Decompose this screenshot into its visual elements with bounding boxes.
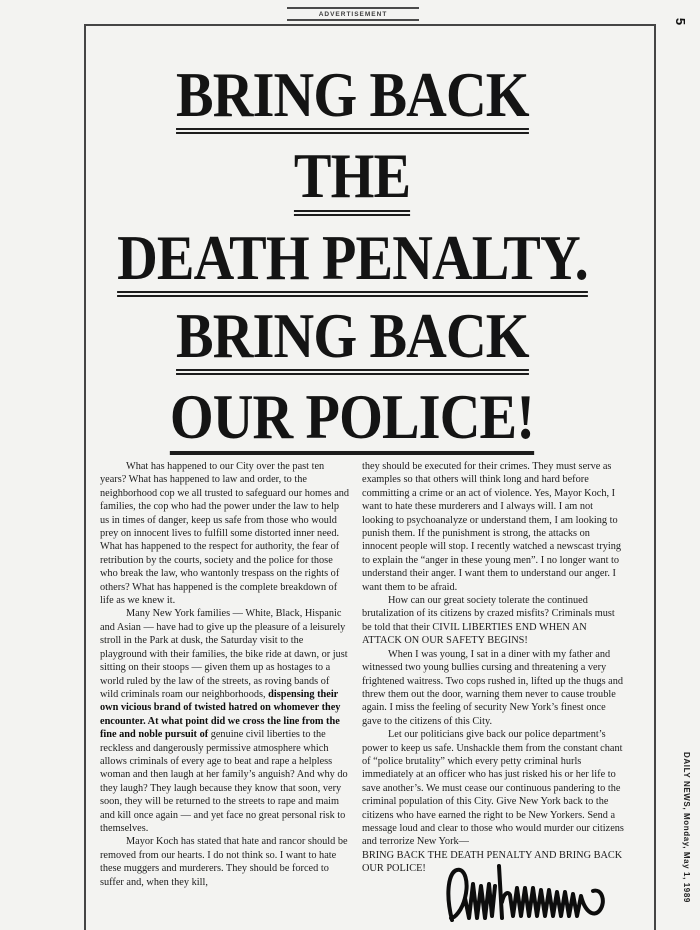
headline-line: DEATH PENALTY. [68, 225, 636, 297]
signature [438, 860, 638, 930]
headline-line: OUR POLICE! [68, 384, 636, 454]
page-number: 5 [672, 17, 688, 26]
body-right-column [362, 460, 625, 876]
advertisement-label: ADVERTISEMENT [287, 7, 419, 21]
body-paragraph: they should be executed for their crimes. They must serve as examples so that others will think long and hard before committing a crime or an act of violence. Yes, Mayor Koch, I want to hate these murderers and I always will. I am not looking to psychoanalyze or understand them, I am looking to punish them. If the punishment is strong, the attacks on innocent people will stop. I recently watched a newscast trying to explain the “anger in these young men”. I no longer want to understand their anger. I want them to understand our anger. I want them to be afraid. [362, 461, 622, 593]
fold-caption: DAILY NEWS, Monday, May 1, 1989 [682, 752, 691, 903]
body-paragraph: How can our great society tolerate the continued brutalization of its citizens by crazed misfits? Criminals must be told that their CIVIL LIBERTIES END WHEN AN ATTACK ON OUR SAFETY BEGINS! [362, 595, 615, 647]
body-paragraph: Let our politicians give back our police department’s power to keep us safe. Unshackle them from the constant chant of “police brutality” which every petty criminal hurls immediately at an officer who has just risked his or her life to save another’s. We must cease our continuous pandering to the criminal population of this City. Give New York back to the citizens who have earned the right to be New Yorkers. Send a message loud and clear to those who would murder our citizens and terrorize New York— [362, 729, 624, 848]
body-paragraph: What has happened to our City over the past ten years? What has happened to law and order, to the neighborhood cop we all trusted to safeguard our homes and families, the cop who had the power under the law to help us in times of danger, keep us safe from those who would prey on innocent lives to fulfill some distorted inner need. What has happened to the respect for authority, the fear of retribution by the courts, society and the police for those who break the law, who wantonly trespass on the rights of others? What has happened is the complete breakdown of life as we knew it. [100, 461, 350, 607]
headline-line: BRING BACK [68, 62, 636, 134]
headline-line: THE [68, 143, 636, 215]
headline-our-police [68, 300, 636, 464]
headline-line: BRING BACK [68, 303, 636, 375]
body-paragraph: BRING BACK THE DEATH PENALTY AND BRING BACK OUR POLICE! [362, 849, 623, 875]
body-paragraph: Many New York families — White, Black, Hispanic and Asian — have had to give up the pleasure of a leisurely stroll in the Park at dusk, the Saturday visit to the playground with their families, the bike ride at dawn, or just sitting on their stoops — given them up as hostages to a world ruled by the law of the streets, as roving bands of wild criminals roam our neighborhoods, dispensing their own vicious brand of twisted hatred on whomever they encounter. At what point did we cross the line from the fine and noble pursuit of genuine civil liberties to the reckless and dangerously permissive atmosphere which allows criminals of every age to beat and rape a helpless woman and then laugh at her family’s anguish? And why do they laugh? They laugh because they know that soon, very soon, they will be returned to the streets to rape and maim and kill once again — and yet face no great personal risk to themselves. [100, 608, 348, 834]
headline-death-penalty [68, 59, 636, 306]
body-paragraph: Mayor Koch has stated that hate and rancor should be removed from our hearts. I do not think so. I want to hate these muggers and murderers. They should be forced to suffer and, when they kill, [100, 836, 348, 888]
body-paragraph: When I was young, I sat in a diner with my father and witnessed two young bullies cursing and threatening a very frightened waitress. Two cops rushed in, lifted up the thugs and threw them out the door, warning them never to cause trouble again. I miss the feeling of security New York’s finest once gave to the citizens of this City. [362, 648, 624, 727]
body-left-column [100, 460, 350, 889]
